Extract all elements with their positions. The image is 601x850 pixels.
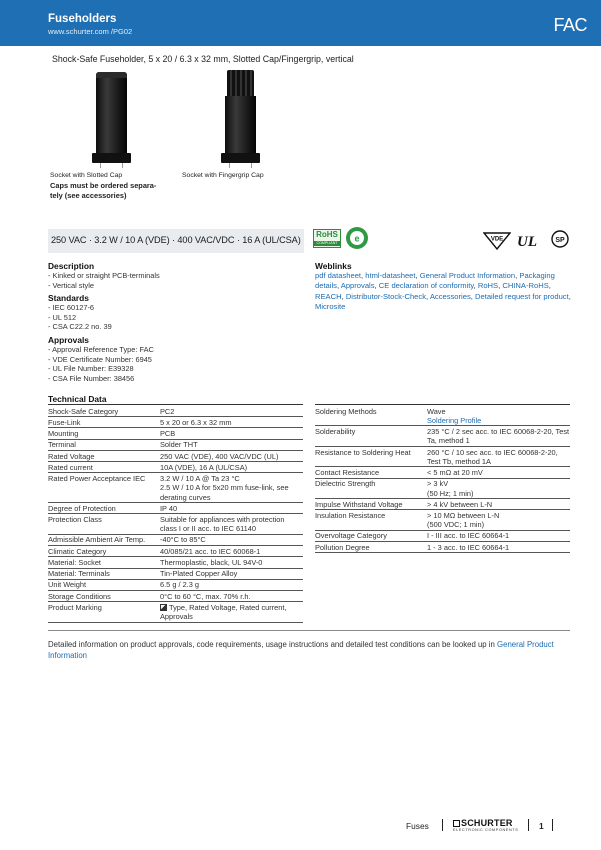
- spec-value-text: PCB: [160, 429, 176, 439]
- spec-label: Rated current: [48, 462, 160, 473]
- weblink[interactable]: CE declaration of conformity: [378, 281, 474, 291]
- spec-value: [160, 450, 303, 461]
- description-list: [48, 271, 160, 290]
- approvals-list: [48, 345, 154, 384]
- schurter-mark-icon: [453, 820, 460, 827]
- header-url[interactable]: www.schurter.com /PG02: [48, 27, 133, 36]
- spec-value: [160, 406, 303, 417]
- spec-label: Rated Power Acceptance IEC: [48, 473, 160, 503]
- table-row: [315, 499, 570, 510]
- spec-label: Storage Conditions: [48, 591, 160, 602]
- spec-value: [427, 530, 570, 541]
- table-row: [48, 534, 303, 545]
- spec-value-text: IP 40: [160, 503, 178, 513]
- series-code: FAC: [553, 15, 587, 35]
- note-text: Detailed information on product approvals, code requirements, usage instructions and detailed test conditions can be looked up in: [48, 640, 495, 649]
- spec-value-text: Type, Rated Voltage, Rated current, Approvals: [160, 602, 287, 622]
- spec-value: [160, 514, 303, 534]
- spec-value: [160, 568, 303, 579]
- marking-icon: [160, 604, 167, 611]
- table-row: [315, 510, 570, 530]
- ur-text: UL: [517, 234, 537, 250]
- spec-value-text: < 5 mΩ at 20 mV: [427, 468, 483, 478]
- list-item: - CSA C22.2 no. 39: [48, 322, 112, 332]
- table-row: [48, 417, 303, 428]
- spec-label: Solderability: [315, 426, 427, 446]
- china-rohs-icon: [345, 226, 369, 252]
- brand-sub-text: ELECTRONIC COMPONENTS: [453, 828, 519, 832]
- spec-value: [427, 510, 570, 530]
- page-footer: [0, 815, 601, 837]
- spec-value: [427, 542, 570, 553]
- spec-value: [160, 439, 303, 450]
- vde-text: VDE: [490, 236, 504, 243]
- spec-label: Product Marking: [48, 602, 160, 622]
- spec-value: [160, 579, 303, 590]
- spec-label: Contact Resistance: [315, 467, 427, 478]
- divider: [552, 819, 553, 831]
- spec-value: [427, 467, 570, 478]
- standards-list: [48, 303, 112, 332]
- table-row: [48, 591, 303, 602]
- spec-label: Material: Socket: [48, 557, 160, 568]
- spec-value-text: > 10 MΩ between L-N (500 VDC; 1 min): [427, 511, 500, 530]
- rohs-logo: [313, 229, 341, 248]
- technical-data-right-table: [315, 406, 570, 553]
- spec-value: [160, 462, 303, 473]
- spec-value-text: 1 - 3 acc. to IEC 60664-1: [427, 542, 510, 552]
- spec-value-text: 250 VAC (VDE), 400 VAC/VDC (UL): [160, 451, 279, 461]
- spec-value: [160, 428, 303, 439]
- spec-value-text: 3.2 W / 10 A @ Ta 23 °C 2.5 W / 10 A for 5x20 mm fuse-link, see derating curves: [160, 474, 289, 502]
- table-row: [48, 406, 303, 417]
- soldering-profile-link[interactable]: Soldering Profile: [427, 415, 482, 425]
- spec-label: Fuse-Link: [48, 417, 160, 428]
- brand-text: SCHURTER: [461, 818, 513, 828]
- list-item: - IEC 60127-6: [48, 303, 95, 312]
- csa-logo: [551, 230, 569, 250]
- spec-value: [427, 426, 570, 446]
- spec-value-text: Wave: [427, 406, 446, 416]
- table-row: [48, 428, 303, 439]
- weblink[interactable]: Packaging details: [315, 271, 555, 291]
- spec-label: Resistance to Soldering Heat: [315, 446, 427, 466]
- info-note: [48, 640, 568, 662]
- divider: [442, 819, 443, 831]
- spec-label: Protection Class: [48, 514, 160, 534]
- weblink[interactable]: CHINA-RoHS: [502, 281, 549, 291]
- table-row: [48, 514, 303, 534]
- divider: [48, 404, 303, 405]
- spec-value-text: 6.5 g / 2.3 g: [160, 580, 200, 590]
- spec-value-text: PC2: [160, 406, 175, 416]
- header-title: Fuseholders: [48, 13, 117, 25]
- product-subtitle: Shock-Safe Fuseholder, 5 x 20 / 6.3 x 32 mm, Slotted Cap/Fingergrip, vertical: [52, 54, 354, 64]
- weblink[interactable]: pdf datasheet: [315, 271, 362, 280]
- spec-label: Rated Voltage: [48, 450, 160, 461]
- divider: [48, 630, 570, 631]
- table-row: [315, 542, 570, 553]
- spec-label: Climatic Category: [48, 546, 160, 557]
- rating-bar: 250 VAC · 3.2 W / 10 A (VDE) · 400 VAC/VDC · 16 A (UL/CSA): [48, 229, 304, 253]
- spec-value-text: 0°C to 60 °C, max. 70% r.h.: [160, 591, 251, 601]
- list-item: - Kinked or straight PCB-terminals: [48, 271, 160, 280]
- spec-value: [160, 591, 303, 602]
- weblink[interactable]: Approvals: [340, 281, 375, 291]
- spec-label: Admissible Ambient Air Temp.: [48, 534, 160, 545]
- table-row: [48, 546, 303, 557]
- standards-heading: Standards: [48, 293, 89, 303]
- spec-value-text: > 3 kV (50 Hz; 1 min): [427, 479, 474, 498]
- right-image-caption: Socket with Fingergrip Cap: [182, 172, 264, 179]
- table-row: [48, 462, 303, 473]
- list-item: - Vertical style: [48, 280, 94, 290]
- table-row: [48, 450, 303, 461]
- technical-data-left-table: [48, 406, 303, 623]
- table-row: [315, 467, 570, 478]
- spec-value: [160, 602, 303, 622]
- weblink[interactable]: Distributor-Stock-Check: [345, 291, 427, 301]
- spec-value-text: 10A (VDE), 16 A (UL/CSA): [160, 462, 248, 472]
- footer-section: Fuses: [406, 821, 429, 831]
- weblink[interactable]: REACH: [315, 291, 342, 301]
- page-header: [0, 0, 601, 46]
- table-row: [315, 406, 570, 426]
- csa-text: SP: [555, 237, 565, 244]
- spec-value: [160, 473, 303, 503]
- spec-value-text: -40°C to 85°C: [160, 535, 206, 545]
- svg-text:e: e: [354, 233, 360, 244]
- table-row: [315, 446, 570, 466]
- list-item: - VDE Certificate Number: 6945: [48, 354, 152, 364]
- spec-value: [160, 557, 303, 568]
- table-row: [48, 557, 303, 568]
- spec-label: Material: Terminals: [48, 568, 160, 579]
- table-row: [315, 426, 570, 446]
- weblink[interactable]: html-datasheet: [365, 271, 416, 280]
- technical-data-heading: Technical Data: [48, 394, 107, 404]
- spec-value-text: Solder THT: [160, 440, 198, 450]
- spec-value: [427, 478, 570, 498]
- vde-logo: [483, 232, 511, 252]
- description-heading: Description: [48, 261, 95, 271]
- ur-logo: [515, 231, 545, 253]
- spec-value-text: 5 x 20 or 6.3 x 32 mm: [160, 417, 232, 427]
- spec-value: [427, 446, 570, 466]
- left-image-caption: Socket with Slotted Cap: [50, 172, 123, 179]
- spec-value: [160, 503, 303, 514]
- spec-value: [160, 417, 303, 428]
- table-row: [315, 478, 570, 498]
- list-item: - UL 512: [48, 312, 77, 322]
- weblink[interactable]: Detailed request for product: [475, 291, 569, 301]
- spec-label: Soldering Methods: [315, 406, 427, 426]
- schurter-logo: [453, 819, 518, 833]
- general-info-link[interactable]: General Product Information: [48, 640, 554, 660]
- spec-value-text: > 4 kV between L-N: [427, 499, 493, 509]
- weblinks-list: pdf datasheet, html-datasheet, General Product Information, Packaging details, Approvals, CE declaration of conformity, RoHS, CHINA-RoHS, REACH, Distributor-Stock-Check, Accessories, Detailed request for product, Microsite: [315, 271, 571, 311]
- divider: [528, 819, 529, 831]
- spec-value-text: 260 °C / 10 sec acc. to IEC 60068-2-20, Test Tb, method 1A: [427, 447, 558, 466]
- spec-label: Dielectric Strength: [315, 478, 427, 498]
- spec-value-text: I - III acc. to IEC 60664-1: [427, 531, 510, 541]
- table-row: [48, 473, 303, 503]
- divider: [315, 404, 570, 405]
- table-row: [48, 439, 303, 450]
- table-row: [315, 530, 570, 541]
- spec-label: Overvoltage Category: [315, 530, 427, 541]
- approvals-heading: Approvals: [48, 335, 89, 345]
- spec-value: [160, 546, 303, 557]
- spec-value-text: 235 °C / 2 sec acc. to IEC 60068-2-20, Test Ta, method 1: [427, 427, 570, 446]
- spec-label: Unit Weight: [48, 579, 160, 590]
- table-row: [48, 503, 303, 514]
- spec-label: Degree of Protection: [48, 503, 160, 514]
- left-note-line-1: Caps must be ordered separa-: [50, 181, 157, 190]
- left-image-note: [50, 181, 156, 200]
- spec-value: [160, 534, 303, 545]
- spec-value-text: Tin-Plated Copper Alloy: [160, 569, 238, 579]
- weblinks-heading: Weblinks: [315, 261, 352, 271]
- spec-value-text: Suitable for appliances with protection class I or II acc. to IEC 61140: [160, 514, 285, 534]
- rohs-sub-text: COMPLIANT: [314, 241, 340, 246]
- list-item: - Approval Reference Type: FAC: [48, 345, 154, 354]
- weblink[interactable]: RoHS: [477, 281, 499, 291]
- table-row: [48, 579, 303, 590]
- left-note-line-2: tely (see accessories): [50, 190, 127, 200]
- list-item: - UL File Number: E39328: [48, 364, 134, 374]
- spec-label: Mounting: [48, 428, 160, 439]
- spec-value-text: Thermoplastic, black, UL 94V-0: [160, 557, 263, 567]
- spec-label: Pollution Degree: [315, 542, 427, 553]
- spec-label: Shock-Safe Category: [48, 406, 160, 417]
- weblink[interactable]: General Product Information: [419, 271, 516, 280]
- spec-label: Insulation Resistance: [315, 510, 427, 530]
- table-row: [48, 568, 303, 579]
- spec-label: Impulse Withstand Voltage: [315, 499, 427, 510]
- weblink[interactable]: Microsite: [315, 301, 346, 311]
- spec-value: [427, 499, 570, 510]
- list-item: - CSA File Number: 38456: [48, 373, 135, 383]
- spec-value-text: 40/085/21 acc. to IEC 60068-1: [160, 546, 261, 556]
- spec-label: Terminal: [48, 439, 160, 450]
- page-number: 1: [539, 821, 544, 831]
- spec-value: [427, 406, 570, 426]
- weblink[interactable]: Accessories: [429, 291, 471, 301]
- rohs-text: RoHS: [316, 230, 338, 239]
- table-row: [48, 602, 303, 622]
